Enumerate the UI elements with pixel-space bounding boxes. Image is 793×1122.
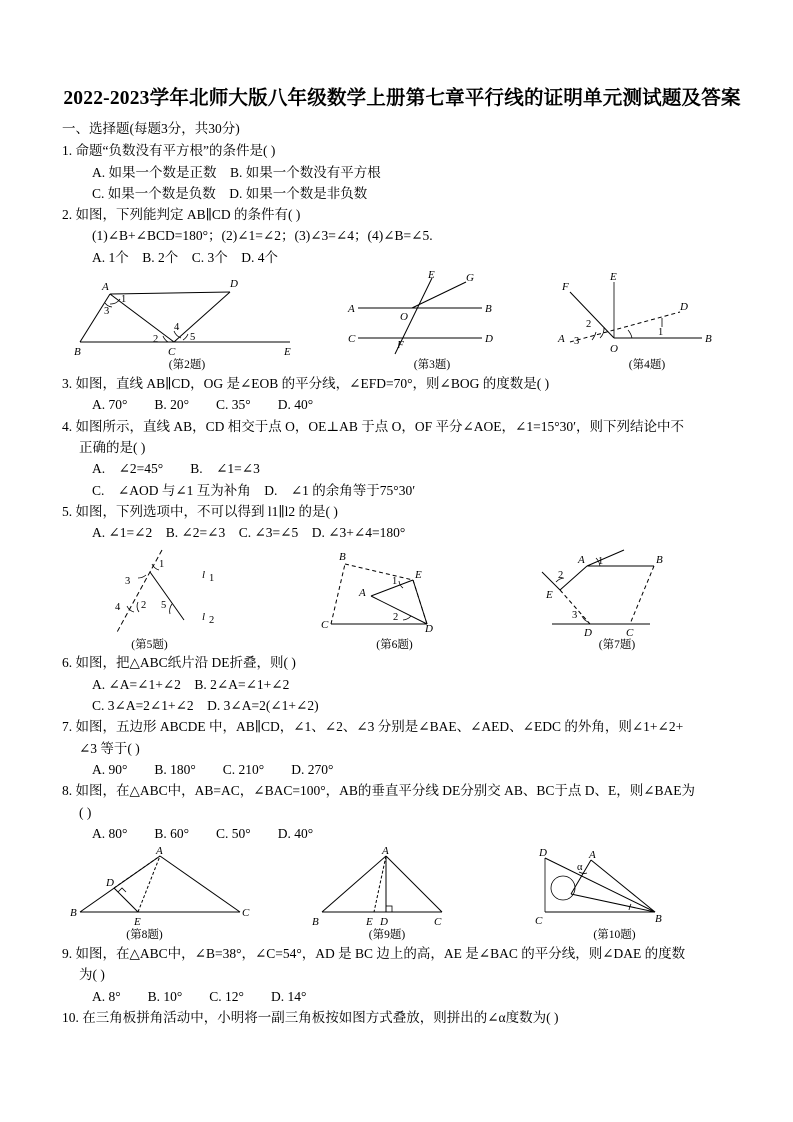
- question-8-option-row-1: A. 80° B. 60° C. 50° D. 40°: [92, 825, 314, 841]
- question-6-option-row-2: C. 3∠A=2∠1+∠2 D. 3∠A=2(∠1+∠2): [92, 698, 319, 714]
- figure-q8: [62, 846, 287, 943]
- question-2-stem: 如图，下列能判定 AB∥CD 的条件有( ): [75, 207, 301, 223]
- figure-q6-label-E: E: [414, 568, 422, 581]
- question-2-option-row-1: A. 1个 B. 2个 C. 3个 D. 4个: [92, 249, 279, 265]
- figure-q6-caption: (第6题): [376, 638, 413, 651]
- figure-q5: [62, 546, 297, 653]
- question-2: [62, 204, 742, 268]
- figure-q9: [302, 846, 512, 943]
- figure-q5-angle-5: 5: [161, 599, 167, 611]
- figure-q7-label-A: A: [578, 553, 585, 566]
- figure-q2-label-D: D: [230, 278, 238, 291]
- question-4-option-row-2: C. ∠AOD 与∠1 互为补角 D. ∠1 的余角等于75°30′: [92, 482, 416, 498]
- question-1: [62, 140, 742, 204]
- question-3-option-row-1: A. 70° B. 20° C. 35° D. 40°: [92, 397, 314, 413]
- figure-q4-label-D: D: [680, 301, 688, 314]
- figure-q7-label-D: D: [584, 626, 592, 638]
- figure-q10-caption: (第10题): [593, 929, 636, 942]
- figure-q10-label-C: C: [535, 915, 543, 928]
- question-10: [62, 1007, 742, 1028]
- figure-q3-label-C: C: [347, 333, 355, 346]
- figure-q4-label-F: F: [562, 281, 569, 294]
- question-5: [62, 501, 742, 544]
- question-7-option-row-1: A. 90° B. 180° C. 210° D. 270°: [92, 762, 334, 777]
- figure-q3-label-O: O: [399, 311, 408, 324]
- figure-q10-label-A: A: [589, 849, 596, 862]
- figure-q2-angle-1: 1: [121, 294, 127, 306]
- figure-q5-label-l2: l: [202, 610, 206, 623]
- figure-q8-label-A: A: [156, 846, 163, 858]
- question-1-number: 1.: [62, 143, 73, 159]
- figure-q9-label-B: B: [312, 916, 319, 929]
- figure-q7: [532, 546, 742, 653]
- figure-q6-angle-1: 1: [391, 575, 397, 587]
- figure-row-1: [62, 270, 742, 373]
- figure-q5-angle-3: 3: [125, 575, 131, 587]
- question-8: [62, 780, 742, 844]
- figure-q7-label-C: C: [626, 626, 634, 638]
- figure-q9-label-C: C: [434, 916, 442, 929]
- page-title: 2022-2023学年北师大版八年级数学上册第七章平行线的证明单元测试题及答案: [63, 88, 741, 109]
- figure-q9-label-A: A: [382, 846, 389, 858]
- figure-q10-svg: [527, 846, 742, 928]
- figure-q9-label-D: D: [380, 916, 388, 929]
- figure-q5-label-l1-sub: 1: [209, 572, 215, 584]
- figure-q2-caption: (第2题): [168, 359, 206, 372]
- question-9-stem: 如图，在△ABC中，∠B=38°，∠C=54°，AD 是 BC 边上的高，AE 是∠BAC 的平分线，则∠DAE 的度数: [75, 946, 686, 962]
- figure-q5-angle-4: 4: [115, 601, 121, 613]
- figure-q4-angle-2: 2: [586, 319, 592, 331]
- figure-q5-angle-1: 1: [159, 558, 165, 570]
- figure-q4: [552, 270, 742, 373]
- question-1-stem: 命题“负数没有平方根”的条件是( ): [75, 143, 276, 159]
- figure-q10: [527, 846, 742, 943]
- question-5-number: 5.: [62, 503, 73, 519]
- figure-q2-label-B: B: [74, 346, 81, 359]
- figure-q5-label-l1: l: [202, 568, 206, 581]
- figure-row-2: [62, 546, 742, 653]
- figure-q3-svg: [340, 270, 525, 358]
- figure-q2-label-C: C: [168, 346, 176, 359]
- figure-q8-label-C: C: [242, 907, 250, 920]
- question-7-number: 7.: [62, 719, 73, 735]
- figure-q6-label-C: C: [320, 618, 328, 631]
- question-5-option-row-1: A. ∠1=∠2 B. ∠2=∠3 C. ∠3=∠5 D. ∠3+∠4=180°: [92, 525, 406, 541]
- question-9-number: 9.: [62, 946, 73, 962]
- question-5-stem: 如图，下列选项中，不可以得到 l1∥l2 的是( ): [75, 503, 338, 519]
- figure-q8-svg: [62, 846, 287, 928]
- figure-q9-label-E: E: [366, 916, 373, 929]
- figure-q2: [62, 270, 312, 373]
- figure-q9-caption: (第9题): [368, 929, 406, 942]
- question-6: [62, 652, 742, 716]
- question-4-stem: 如图所示，直线 AB，CD 相交于点 O，OE⊥AB 于点 O，OF 平分∠AOE，∠1=15°30′，则下列结论中不: [75, 418, 685, 434]
- figure-q3-label-E: E: [427, 270, 435, 282]
- figure-q10-label-B: B: [655, 913, 662, 926]
- figure-q4-caption: (第4题): [628, 359, 666, 372]
- question-1-option-row-2: C. 如果一个数是负数 D. 如果一个数是非负数: [92, 185, 368, 201]
- question-3-stem: 如图，直线 AB∥CD，OG 是∠EOB 的平分线，∠EFD=70°，则∠BOG 的度数是( ): [75, 375, 550, 391]
- question-6-option-row-1: A. ∠A=∠1+∠2 B. 2∠A=∠1+∠2: [92, 676, 290, 692]
- figure-q6-svg: [315, 546, 515, 638]
- question-4-number: 4.: [62, 418, 73, 434]
- question-7: [62, 716, 742, 780]
- figure-q6: [315, 546, 515, 653]
- figure-q7-label-E: E: [546, 588, 553, 601]
- figure-q4-svg: [552, 270, 742, 358]
- question-8-number: 8.: [62, 783, 73, 799]
- figure-q4-label-O: O: [610, 343, 618, 356]
- question-10-number: 10.: [62, 1010, 79, 1026]
- figure-q6-angle-2: 2: [392, 611, 398, 623]
- figure-q3-label-D: D: [484, 333, 493, 346]
- figure-q4-label-B: B: [705, 333, 712, 346]
- figure-q3-label-B: B: [484, 303, 492, 316]
- figure-q3-label-F: F: [396, 339, 404, 352]
- question-9: [62, 943, 742, 1007]
- question-1-option-row-1: A. 如果一个数是正数 B. 如果一个数没有平方根: [92, 164, 381, 180]
- figure-q7-angle-3: 3: [572, 609, 578, 621]
- question-10-stem: 在三角板拼角活动中，小明将一副三角板按如图方式叠放，则拼出的∠α度数为( ): [82, 1010, 559, 1026]
- figure-q5-angle-2: 2: [141, 599, 147, 611]
- figure-q7-angle-1: 1: [598, 555, 604, 567]
- figure-q10-label-D: D: [539, 847, 547, 860]
- question-2-number: 2.: [62, 207, 73, 223]
- figure-row-3: [62, 846, 742, 943]
- question-3-number: 3.: [62, 375, 73, 391]
- question-6-number: 6.: [62, 655, 73, 671]
- figure-q2-label-E: E: [284, 346, 291, 359]
- figure-q6-label-B: B: [338, 550, 346, 563]
- figure-q4-label-E: E: [610, 271, 617, 284]
- figure-q3-label-G: G: [465, 272, 474, 285]
- question-4: [62, 416, 742, 501]
- figure-q10-label-alpha: α: [577, 862, 583, 874]
- section-heading: 一、选择题(每题3分，共30分): [62, 121, 240, 137]
- figure-q9-svg: [302, 846, 512, 928]
- figure-q6-label-A: A: [358, 586, 366, 599]
- question-8-stem: 如图，在△ABC中，AB=AC，∠BAC=100°，AB的垂直平分线 DE分别交 AB、BC于点 D、E，则∠BAE为: [75, 783, 696, 799]
- question-9-stem-cont: 为( ): [79, 967, 105, 983]
- figure-q8-caption: (第8题): [126, 929, 163, 942]
- question-3: [62, 373, 742, 416]
- question-8-stem-cont: ( ): [79, 804, 92, 820]
- question-4-stem-cont: 正确的是( ): [79, 439, 146, 455]
- question-6-stem: 如图，把△ABC纸片沿 DE折叠，则( ): [75, 655, 296, 671]
- figure-q2-angle-5: 5: [190, 332, 196, 344]
- figure-q7-angle-2: 2: [558, 569, 564, 581]
- document-content: [62, 84, 742, 1028]
- figure-q4-angle-3: 3: [574, 336, 580, 348]
- question-9-option-row-1: A. 8° B. 10° C. 12° D. 14°: [92, 988, 307, 1004]
- figure-q2-label-A: A: [102, 281, 109, 294]
- question-4-option-row-1: A. ∠2=45° B. ∠1=∠3: [92, 461, 260, 477]
- figure-q2-angle-2: 2: [153, 334, 159, 346]
- figure-q6-label-D: D: [424, 622, 433, 635]
- figure-q7-caption: (第7题): [598, 638, 636, 651]
- figure-q2-angle-3: 3: [104, 306, 110, 318]
- figure-q8-label-B: B: [70, 907, 77, 920]
- figure-q4-label-A: A: [558, 333, 565, 346]
- figure-q7-label-B: B: [656, 553, 663, 566]
- figure-q2-svg: [62, 270, 312, 358]
- figure-q8-label-D: D: [106, 877, 114, 890]
- question-2-subconditions: (1)∠B+∠BCD=180°；(2)∠1=∠2；(3)∠3=∠4；(4)∠B=∠5.: [92, 228, 433, 244]
- figure-q8-label-E: E: [134, 916, 141, 929]
- figure-q3: [340, 270, 525, 373]
- figure-q5-label-l2-sub: 2: [209, 614, 215, 626]
- figure-q4-angle-1: 1: [658, 327, 664, 339]
- question-7-stem-cont: ∠3 等于( ): [79, 740, 140, 756]
- question-7-stem: 如图，五边形 ABCDE 中，AB∥CD，∠1、∠2、∠3 分别是∠BAE、∠AED、∠EDC 的外角，则∠1+∠2+: [75, 719, 684, 735]
- figure-q5-svg: [62, 546, 297, 638]
- figure-q3-caption: (第3题): [413, 359, 451, 372]
- figure-q5-caption: (第5题): [131, 638, 168, 651]
- figure-q2-angle-4: 4: [174, 322, 180, 334]
- figure-q7-svg: [532, 546, 742, 638]
- figure-q3-label-A: A: [347, 303, 355, 316]
